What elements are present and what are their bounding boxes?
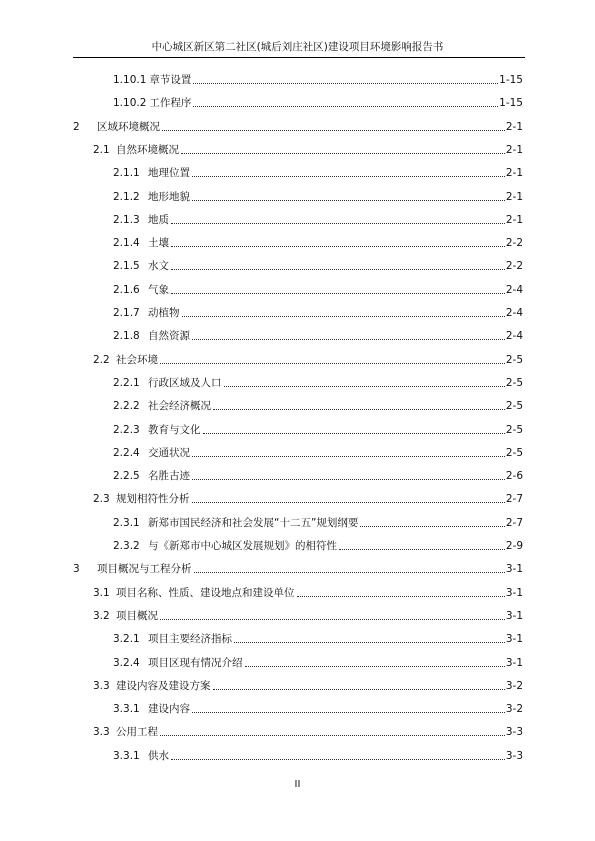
toc-dot-leader [160, 735, 505, 736]
toc-entry[interactable] [113, 745, 523, 763]
toc-entry-title: 地形地貌 [148, 190, 190, 203]
toc-dot-leader [224, 386, 505, 387]
toc-entry-number: 2.1 [93, 143, 110, 156]
toc-entry[interactable] [93, 488, 523, 506]
toc-entry-title: 建设内容 [148, 703, 190, 716]
toc-entry[interactable] [113, 465, 523, 483]
toc-entry[interactable] [113, 325, 523, 343]
toc-dot-leader [194, 572, 505, 573]
toc-entry-title: 气象 [148, 283, 169, 296]
toc-entry-title: 项目概况与工程分析 [97, 563, 192, 576]
toc-entry-page: 2-1 [505, 213, 523, 226]
toc-entry-number: 3.2.4 [113, 656, 140, 669]
toc-dot-leader [192, 502, 505, 503]
toc-entry-page: 3-3 [505, 726, 523, 739]
toc-entry-title: 工作程序 [149, 97, 192, 110]
toc-entry[interactable] [93, 605, 523, 623]
toc-entry-page: 2-1 [505, 190, 523, 203]
toc-entry-title: 新郑市国民经济和社会发展“十二五”规划纲要 [148, 516, 359, 529]
toc-entry[interactable] [113, 652, 523, 670]
page-number: II [294, 779, 301, 790]
toc-entry[interactable] [113, 186, 523, 204]
toc-dot-leader [171, 269, 505, 270]
toc-entry-title: 地质 [148, 213, 169, 226]
toc-entry-page: 2-5 [505, 400, 523, 413]
toc-entry[interactable] [113, 419, 523, 437]
toc-entry[interactable] [73, 116, 523, 134]
toc-entry-number: 2.1.8 [113, 330, 140, 343]
toc-entry-title: 动植物 [148, 307, 180, 319]
toc-entry-number: 2.3.1 [113, 516, 140, 529]
toc-entry-page: 2-1 [505, 143, 523, 156]
toc-entry-number: 3.1 [93, 586, 110, 599]
toc-dot-leader [193, 106, 498, 107]
toc-dot-leader [245, 666, 505, 667]
toc-entry[interactable] [113, 395, 523, 413]
toc-dot-leader [192, 456, 505, 457]
toc-entry-page: 2-7 [505, 493, 523, 506]
toc-entry-title: 项目主要经济指标 [148, 633, 232, 646]
toc-entry-number: 2.3 [93, 493, 110, 506]
toc-dot-leader [234, 642, 505, 643]
toc-entry-number: 3.3.1 [113, 703, 140, 716]
toc-entry-title: 名胜古迹 [148, 470, 190, 483]
toc-entry-page: 2-2 [505, 260, 523, 273]
toc-entry-title: 地理位置 [148, 167, 190, 180]
toc-entry-page: 2-4 [505, 283, 523, 296]
toc-dot-leader [360, 526, 504, 527]
toc-dot-leader [160, 363, 505, 364]
toc-entry[interactable] [73, 558, 523, 576]
toc-entry-page: 2-5 [505, 446, 523, 459]
toc-entry-page: 1-15 [499, 74, 523, 86]
toc-entry-page: 2-5 [505, 423, 523, 436]
toc-entry-page: 2-4 [505, 330, 523, 343]
toc-entry[interactable] [113, 279, 523, 297]
toc-entry-page: 3-1 [505, 633, 523, 646]
toc-dot-leader [181, 153, 505, 154]
toc-entry-page: 3-2 [505, 703, 523, 716]
toc-entry-page: 2-4 [505, 307, 523, 319]
toc-entry-number: 2.1.6 [113, 283, 140, 296]
toc-entry-title: 项目区现有情况介绍 [148, 656, 243, 669]
toc-dot-leader [160, 619, 505, 620]
toc-entry[interactable] [93, 721, 523, 739]
toc-entry-title: 供水 [148, 749, 169, 762]
toc-entry-title: 教育与文化 [148, 423, 201, 436]
toc-dot-leader [192, 712, 505, 713]
toc-entry-number: 3.3.1 [113, 749, 140, 762]
toc-entry[interactable] [113, 209, 523, 227]
toc-entry-number: 3.3 [93, 679, 110, 692]
toc-entry-page: 3-1 [505, 609, 523, 622]
toc-entry-number: 3.2 [93, 609, 110, 622]
toc-entry-title: 区域环境概况 [97, 120, 160, 133]
toc-entry-page: 2-2 [505, 237, 523, 250]
toc-entry[interactable] [93, 349, 523, 367]
toc-dot-leader [203, 433, 505, 434]
toc-entry-page: 2-5 [505, 353, 523, 366]
toc-entry-title: 章节设置 [149, 74, 192, 86]
toc-entry-number: 3 [73, 563, 80, 576]
toc-entry-title: 与《新郑市中心城区发展规划》的相符性 [148, 540, 337, 552]
toc-entry[interactable] [93, 139, 523, 157]
toc-entry-number: 2.1.4 [113, 237, 140, 250]
toc-entry[interactable] [113, 512, 523, 530]
toc-entry-title: 交通状况 [148, 446, 190, 459]
toc-entry-title: 社会环境 [116, 353, 158, 366]
toc-entry-number: 2.3.2 [113, 540, 140, 552]
toc-dot-leader [213, 689, 505, 690]
toc-entry[interactable] [113, 69, 523, 87]
running-header: 中心城区新区第二社区(城后刘庄社区)建设项目环境影响报告书 [151, 41, 444, 53]
toc-entry-page: 3-2 [505, 679, 523, 692]
toc-dot-leader [192, 339, 505, 340]
toc-entry[interactable] [113, 628, 523, 646]
toc-dot-leader [182, 316, 505, 317]
toc-entry[interactable] [113, 255, 523, 273]
toc-entry-number: 2.1.5 [113, 260, 140, 273]
toc-entry-number: 2.1.2 [113, 190, 140, 203]
toc-entry-number: 2.2.2 [113, 400, 140, 413]
toc-entry-number: 3.3 [93, 726, 110, 739]
toc-dot-leader [171, 246, 505, 247]
toc-entry-title: 项目名称、性质、建设地点和建设单位 [116, 586, 295, 599]
toc-entry[interactable] [113, 92, 523, 110]
toc-entry-number: 2.2 [93, 353, 110, 366]
toc-entry-title: 建设内容及建设方案 [116, 679, 211, 692]
toc-entry-page: 3-1 [505, 656, 523, 669]
toc-entry-title: 项目概况 [116, 609, 158, 622]
toc-entry-title: 公用工程 [116, 726, 158, 739]
toc-dot-leader [339, 549, 505, 550]
toc-entry-number: 2.2.3 [113, 423, 140, 436]
toc-entry[interactable] [93, 675, 523, 693]
toc-entry-number: 2.1.7 [113, 307, 140, 319]
toc-entry-number: 1.10.1 [113, 74, 147, 86]
toc-entry[interactable] [113, 232, 523, 250]
toc-dot-leader [192, 200, 505, 201]
toc-entry-page: 3-3 [505, 749, 523, 762]
toc-entry-title: 行政区域及人口 [148, 376, 222, 389]
toc-dot-leader [171, 293, 505, 294]
toc-entry-number: 2.1.3 [113, 213, 140, 226]
toc-dot-leader [192, 176, 505, 177]
table-of-contents [0, 64, 595, 784]
toc-entry-number: 2.2.5 [113, 470, 140, 483]
toc-entry-page: 2-7 [505, 516, 523, 529]
toc-entry-page: 2-1 [505, 120, 523, 133]
toc-entry[interactable] [113, 698, 523, 716]
toc-dot-leader [162, 130, 505, 131]
toc-entry-page: 2-9 [505, 540, 523, 552]
toc-entry-page: 2-5 [505, 376, 523, 389]
toc-entry[interactable] [93, 582, 523, 600]
toc-entry-number: 2.1.1 [113, 167, 140, 180]
toc-entry-number: 1.10.2 [113, 97, 147, 110]
toc-dot-leader [297, 596, 505, 597]
toc-dot-leader [171, 223, 505, 224]
toc-entry-page: 1-15 [499, 97, 523, 110]
toc-entry[interactable] [113, 302, 523, 320]
toc-entry-title: 规划相符性分析 [116, 493, 190, 506]
toc-dot-leader [171, 759, 505, 760]
toc-entry-title: 土壤 [148, 237, 169, 250]
toc-entry-page: 2-6 [505, 470, 523, 483]
toc-entry-title: 自然环境概况 [116, 143, 179, 156]
toc-dot-leader [213, 409, 505, 410]
toc-entry[interactable] [113, 372, 523, 390]
toc-entry-page: 3-1 [505, 563, 523, 576]
toc-entry[interactable] [113, 442, 523, 460]
toc-entry[interactable] [113, 535, 523, 553]
header-divider [73, 57, 525, 58]
toc-dot-leader [192, 479, 505, 480]
toc-entry[interactable] [113, 162, 523, 180]
toc-entry-page: 3-1 [505, 586, 523, 599]
toc-entry-number: 2.2.4 [113, 446, 140, 459]
toc-entry-title: 自然资源 [148, 330, 190, 343]
toc-entry-number: 3.2.1 [113, 633, 140, 646]
toc-entry-number: 2 [73, 120, 80, 133]
toc-entry-title: 社会经济概况 [148, 400, 211, 413]
toc-entry-page: 2-1 [505, 167, 523, 180]
toc-entry-number: 2.2.1 [113, 376, 140, 389]
toc-dot-leader [193, 83, 498, 84]
toc-entry-title: 水文 [148, 260, 169, 273]
